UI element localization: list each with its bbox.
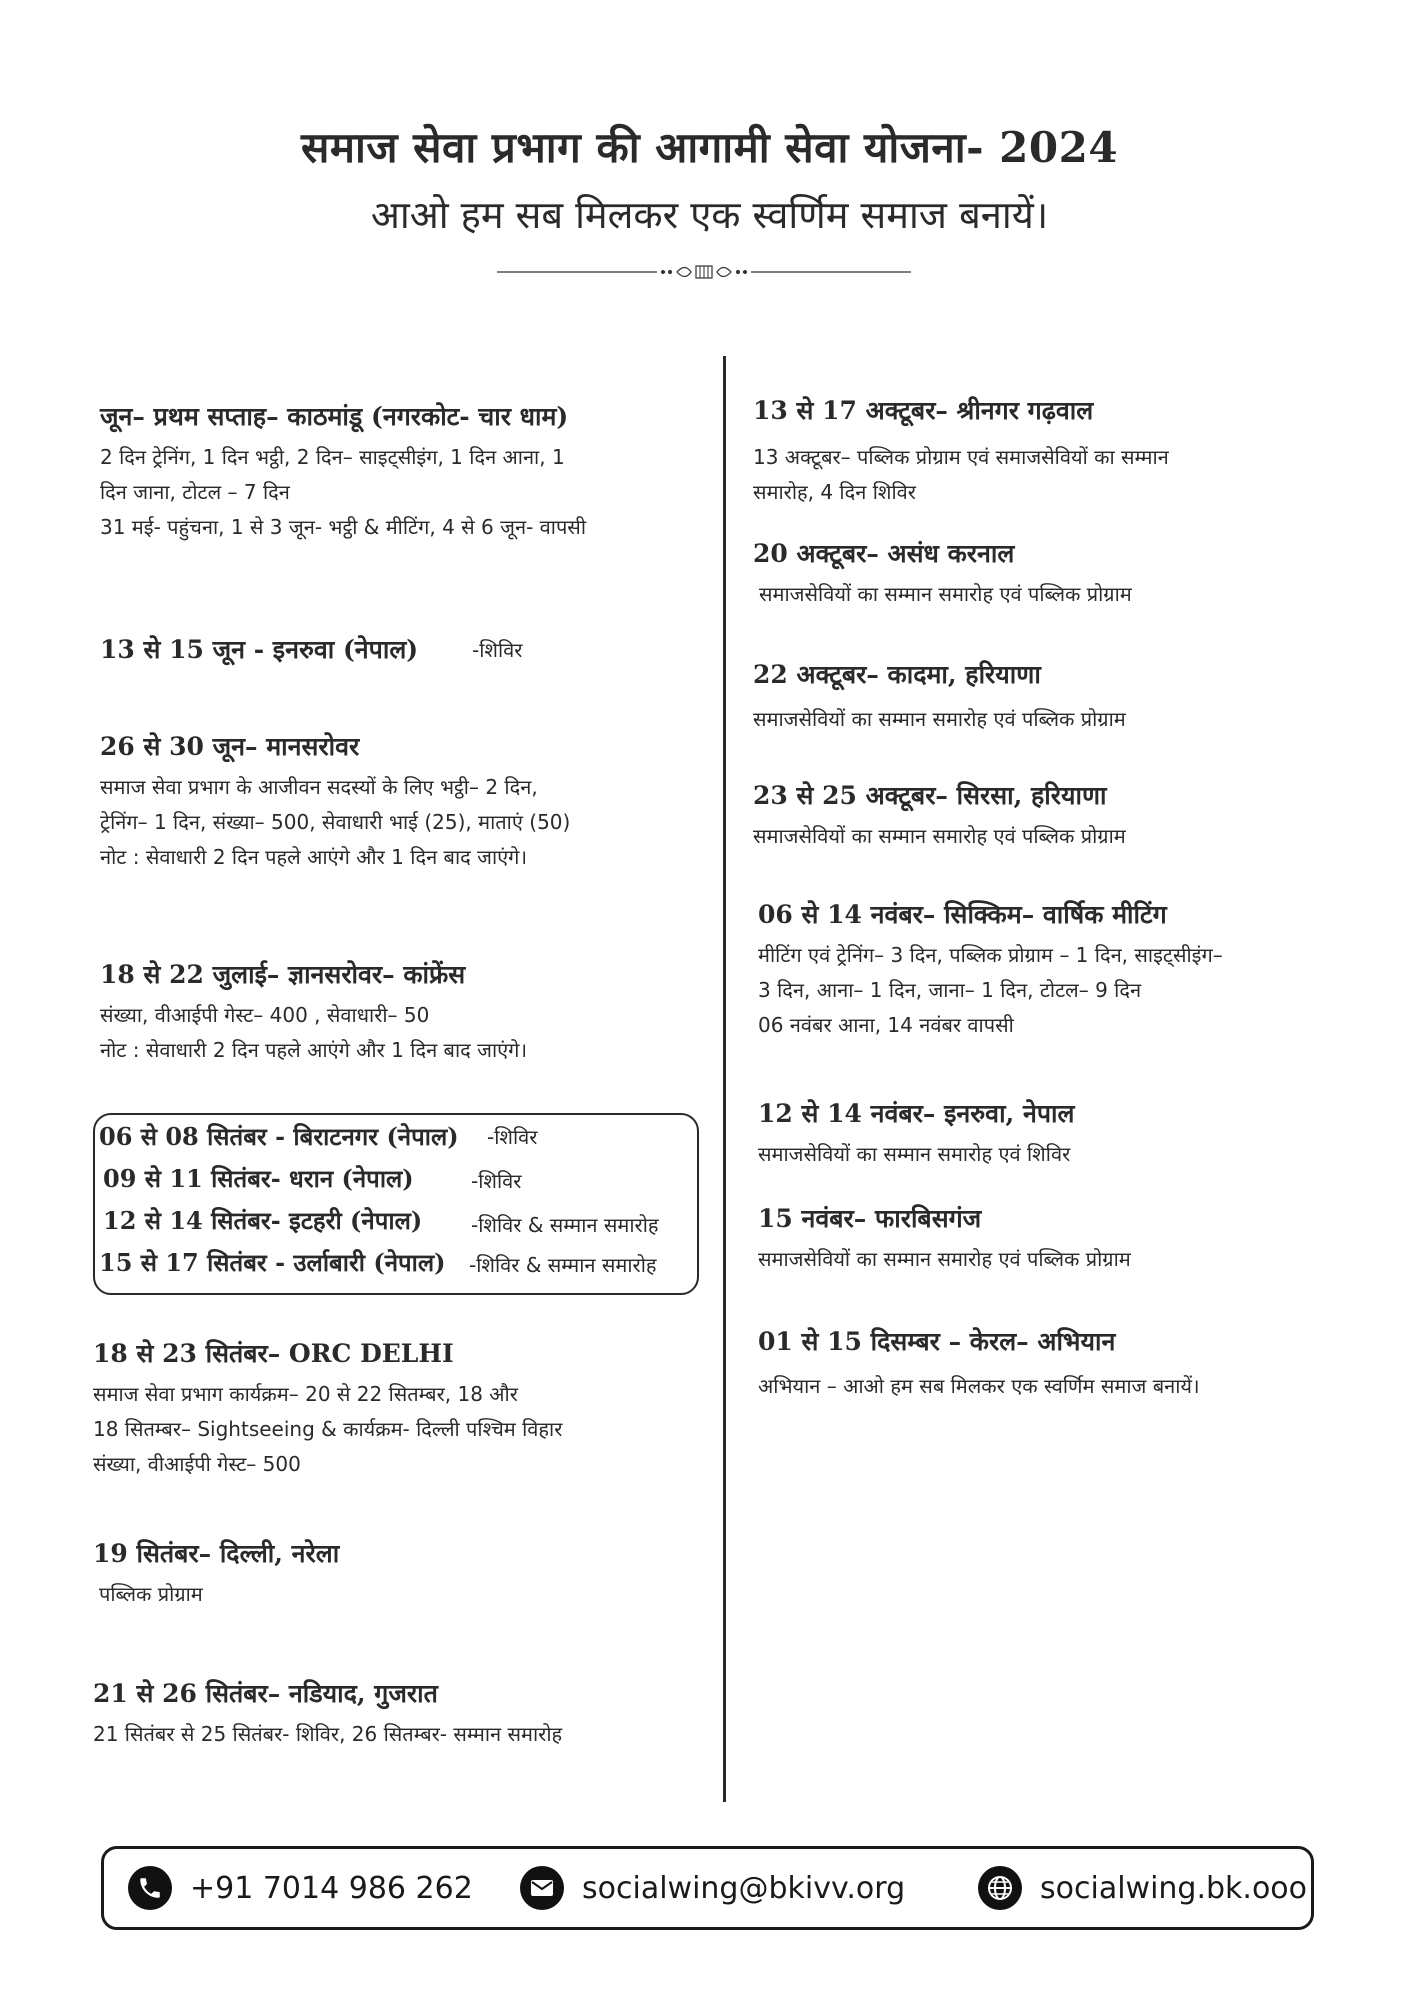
event-heading: 13 से 17 अक्टूबर– श्रीनगर गढ़वाल bbox=[753, 396, 1094, 425]
event-heading: 12 से 14 सितंबर- इटहरी (नेपाल) bbox=[103, 1206, 423, 1235]
event-heading: 06 से 08 सितंबर - बिराटनगर (नेपाल) bbox=[99, 1122, 459, 1151]
phone-number: +91 7014 986 262 bbox=[190, 1870, 473, 1906]
event-oct-asandh bbox=[753, 537, 1132, 612]
event-sept-narela bbox=[93, 1537, 339, 1612]
event-detail: ट्रेनिंग– 1 दिन, संख्या– 500, सेवाधारी भाई (25), माताएं (50) bbox=[100, 810, 571, 834]
globe-icon bbox=[978, 1866, 1022, 1910]
event-detail: समाज सेवा प्रभाग के आजीवन सदस्यों के लिए भट्ठी– 2 दिन, bbox=[100, 775, 538, 799]
event-heading: 13 से 15 जून - इनरुवा (नेपाल) bbox=[100, 635, 419, 664]
event-oct-sirsa bbox=[753, 779, 1126, 854]
event-detail: पब्लिक प्रोग्राम bbox=[99, 1582, 203, 1606]
event-heading: 23 से 25 अक्टूबर– सिरसा, हरियाणा bbox=[753, 781, 1107, 810]
page-title: समाज सेवा प्रभाग की आगामी सेवा योजना- 2024 bbox=[300, 123, 1119, 172]
event-heading: 20 अक्टूबर– असंध करनाल bbox=[753, 539, 1015, 568]
event-detail: 18 सितम्बर– Sightseeing & कार्यक्रम- दिल्ली पश्चिम विहार bbox=[93, 1417, 563, 1441]
event-detail: नोट : सेवाधारी 2 दिन पहले आएंगे और 1 दिन बाद जाएंगे। bbox=[100, 845, 528, 869]
event-detail: समाजसेवियों का सम्मान समारोह एवं पब्लिक प्रोग्राम bbox=[759, 582, 1132, 606]
event-detail: 2 दिन ट्रेनिंग, 1 दिन भट्ठी, 2 दिन– साइट्सीइंग, 1 दिन आना, 1 bbox=[100, 445, 565, 469]
event-oct-srinagar bbox=[753, 394, 1169, 510]
ornament-divider bbox=[497, 260, 911, 284]
event-note: -शिविर & सम्मान समारोह bbox=[469, 1253, 657, 1277]
event-detail: मीटिंग एवं ट्रेनिंग– 3 दिन, पब्लिक प्रोग्राम – 1 दिन, साइट्सीइंग– bbox=[758, 943, 1223, 967]
event-june-inaruwa bbox=[100, 633, 418, 667]
event-detail: 31 मई- पहुंचना, 1 से 3 जून- भट्ठी & मीटिंग, 4 से 6 जून- वापसी bbox=[100, 515, 587, 539]
event-detail: 3 दिन, आना– 1 दिन, जाना– 1 दिन, टोटल– 9 दिन bbox=[758, 978, 1142, 1002]
event-nov-sikkim bbox=[758, 898, 1223, 1043]
website-url: socialwing.bk.ooo bbox=[1040, 1870, 1308, 1906]
event-detail: समाजसेवियों का सम्मान समारोह एवं पब्लिक प्रोग्राम bbox=[753, 707, 1126, 731]
event-heading: 22 अक्टूबर– कादमा, हरियाणा bbox=[753, 660, 1041, 689]
event-heading: 26 से 30 जून– मानसरोवर bbox=[100, 732, 360, 761]
event-heading: 09 से 11 सितंबर- धरान (नेपाल) bbox=[103, 1164, 414, 1193]
event-detail: समाज सेवा प्रभाग कार्यक्रम– 20 से 22 सितम्बर, 18 और bbox=[93, 1382, 518, 1406]
mail-icon bbox=[520, 1866, 564, 1910]
event-detail: समाजसेवियों का सम्मान समारोह एवं पब्लिक प्रोग्राम bbox=[753, 824, 1126, 848]
event-detail: नोट : सेवाधारी 2 दिन पहले आएंगे और 1 दिन बाद जाएंगे। bbox=[100, 1038, 528, 1062]
event-july-gyansarovar bbox=[100, 958, 527, 1068]
event-detail: 06 नवंबर आना, 14 नवंबर वापसी bbox=[758, 1013, 1014, 1037]
event-heading: 15 से 17 सितंबर - उर्लाबारी (नेपाल) bbox=[99, 1248, 446, 1277]
event-heading: 21 से 26 सितंबर– नडियाद, गुजरात bbox=[93, 1679, 438, 1708]
event-oct-kadma bbox=[753, 658, 1126, 737]
event-june-mansarovar bbox=[100, 730, 570, 875]
contact-footer bbox=[101, 1846, 1314, 1930]
event-detail: संख्या, वीआईपी गेस्ट– 400 , सेवाधारी– 50 bbox=[100, 1003, 430, 1027]
event-june-kathmandu bbox=[100, 400, 586, 545]
email-contact[interactable] bbox=[520, 1849, 905, 1927]
web-contact[interactable] bbox=[978, 1849, 1307, 1927]
column-divider bbox=[723, 356, 726, 1802]
page-subtitle: आओ हम सब मिलकर एक स्वर्णिम समाज बनायें। bbox=[370, 193, 1049, 237]
event-heading: 12 से 14 नवंबर– इनरुवा, नेपाल bbox=[758, 1099, 1075, 1128]
phone-icon bbox=[128, 1866, 172, 1910]
event-detail: समाजसेवियों का सम्मान समारोह एवं पब्लिक प्रोग्राम bbox=[758, 1247, 1131, 1271]
event-note: -शिविर & सम्मान समारोह bbox=[471, 1213, 659, 1237]
event-detail: अभियान – आओ हम सब मिलकर एक स्वर्णिम समाज बनायें। bbox=[758, 1374, 1200, 1398]
phone-contact[interactable] bbox=[128, 1849, 473, 1927]
event-heading: 06 से 14 नवंबर– सिक्किम– वार्षिक मीटिंग bbox=[758, 900, 1167, 929]
event-nov-inaruwa bbox=[758, 1097, 1074, 1172]
event-detail: दिन जाना, टोटल – 7 दिन bbox=[100, 480, 290, 504]
event-heading: 18 से 22 जुलाई– ज्ञानसरोवर– कांफ्रेंस bbox=[100, 960, 466, 989]
event-nov-forbesganj bbox=[758, 1202, 1131, 1277]
event-detail: 13 अक्टूबर– पब्लिक प्रोग्राम एवं समाजसेवियों का सम्मान bbox=[753, 445, 1169, 469]
event-note: -शिविर bbox=[471, 1169, 522, 1193]
event-note: -शिविर bbox=[472, 638, 523, 662]
event-sept-orc-delhi bbox=[93, 1337, 562, 1482]
event-heading: 15 नवंबर– फारबिसगंज bbox=[758, 1204, 982, 1233]
event-heading: 19 सितंबर– दिल्ली, नरेला bbox=[93, 1539, 340, 1568]
event-detail: समाजसेवियों का सम्मान समारोह एवं शिविर bbox=[758, 1142, 1071, 1166]
event-note: -शिविर bbox=[487, 1125, 538, 1149]
event-dec-kerala bbox=[758, 1325, 1200, 1404]
event-heading: 01 से 15 दिसम्बर – केरल– अभियान bbox=[758, 1327, 1116, 1356]
september-nepal-box bbox=[93, 1113, 699, 1295]
event-detail: समारोह, 4 दिन शिविर bbox=[753, 480, 916, 504]
event-detail: संख्या, वीआईपी गेस्ट– 500 bbox=[93, 1452, 301, 1476]
event-heading: जून– प्रथम सप्ताह– काठमांडू (नगरकोट- चार धाम) bbox=[100, 402, 569, 431]
event-heading: 18 से 23 सितंबर– ORC DELHI bbox=[93, 1339, 454, 1368]
event-detail: 21 सितंबर से 25 सितंबर- शिविर, 26 सितम्बर- सम्मान समारोह bbox=[93, 1722, 563, 1746]
event-sept-nadiad bbox=[93, 1677, 562, 1752]
email-address: socialwing@bkivv.org bbox=[582, 1870, 906, 1906]
